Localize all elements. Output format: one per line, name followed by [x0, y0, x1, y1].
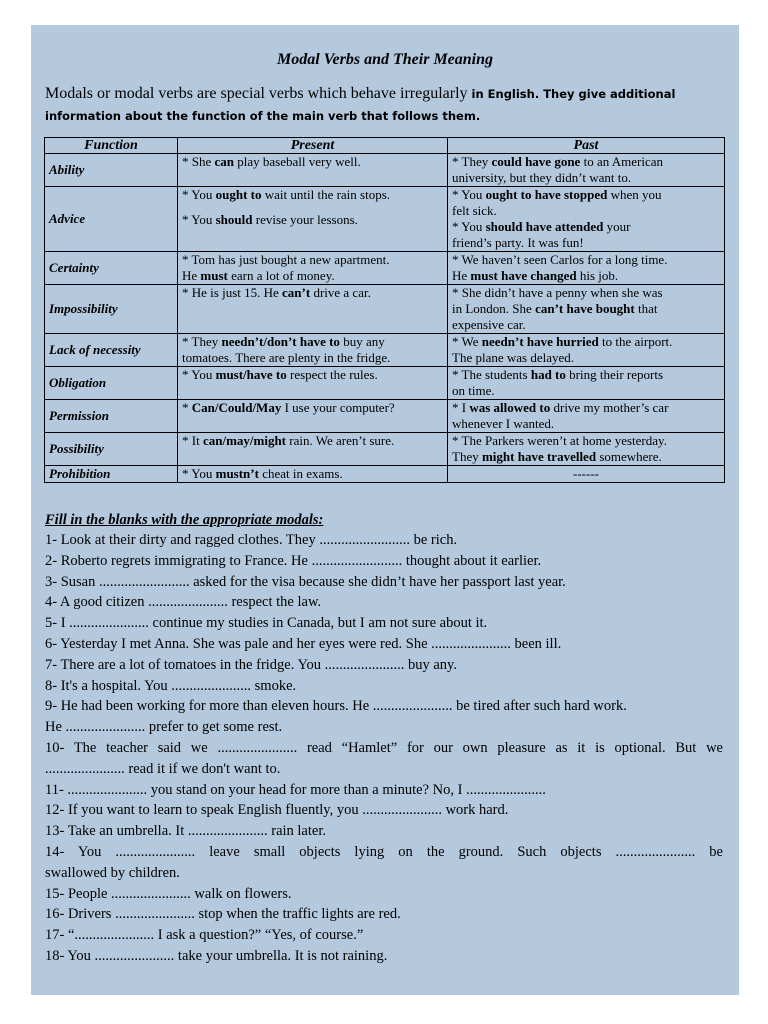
sentence-text: * He is just 15. He: [182, 285, 283, 300]
table-row: [45, 466, 725, 483]
sentence-text: * You: [182, 212, 216, 227]
present-cell: [178, 187, 448, 252]
modal-verb-text: needn’t have hurried: [481, 334, 599, 349]
sentence-text: when you: [607, 187, 662, 202]
exercise-line: 4- A good citizen ...................... respect the law.: [45, 594, 322, 611]
cell-line: [452, 170, 720, 186]
modal-verb-text: must/have to: [215, 367, 287, 382]
sentence-text: * You: [182, 367, 216, 382]
function-cell: Permission: [45, 400, 178, 433]
cell-line: [182, 466, 443, 482]
exercise-line: 10- The teacher said we ...................... read “Hamlet” for our own pleasure as it is optional. But we: [45, 739, 723, 756]
cell-line: [182, 285, 443, 301]
sentence-text: to the airport.: [598, 334, 673, 349]
intro-text-part2: in English. They give additional: [471, 87, 676, 101]
sentence-text: * Tom has just bought a new apartment.: [182, 252, 390, 267]
intro-text-part1: Modals or modal verbs are special verbs which behave irregularly: [45, 85, 472, 102]
intro-text-line2: information about the function of the main verb that follows them.: [45, 109, 481, 123]
exercise-line: 3- Susan ......................... asked for the visa because she didn’t have her passport last year.: [45, 573, 566, 590]
cell-line: [182, 433, 443, 449]
cell-line: [452, 350, 720, 366]
cell-line: [182, 400, 443, 416]
past-cell: [448, 154, 725, 187]
present-cell: [178, 334, 448, 367]
sentence-text: They: [452, 449, 482, 464]
page-title: Modal Verbs and Their Meaning: [276, 51, 494, 68]
function-cell: Impossibility: [45, 285, 178, 334]
cell-line: [452, 252, 720, 268]
exercise-lines: [45, 530, 723, 967]
past-cell: [448, 187, 725, 252]
exercise-heading: Fill in the blanks with the appropriate modals:: [45, 512, 324, 528]
exercise-line: 9- He had been working for more than eleven hours. He ...................... be tired after such hard work.: [45, 698, 627, 715]
cell-spacer: [182, 203, 443, 212]
sentence-text: * She: [182, 154, 215, 169]
table-row: [45, 334, 725, 367]
exercise-line: 5- I ...................... continue my studies in Canada, but I am not sure about it.: [45, 615, 488, 632]
cell-line: [452, 433, 720, 449]
function-cell: Ability: [45, 154, 178, 187]
past-cell: [448, 334, 725, 367]
sentence-text: * The Parkers weren’t at home yesterday.: [452, 433, 667, 448]
sentence-text: ------: [573, 466, 599, 481]
function-cell: Lack of necessity: [45, 334, 178, 367]
cell-line: [452, 416, 720, 432]
sentence-text: his job.: [576, 268, 619, 283]
present-cell: [178, 285, 448, 334]
modal-verb-text: ought to: [215, 187, 262, 202]
sentence-text: wait until the rain stops.: [261, 187, 391, 202]
sentence-text: buy any: [339, 334, 385, 349]
sentence-text: * They: [452, 154, 492, 169]
modal-verbs-table: [44, 137, 725, 483]
present-cell: [178, 466, 448, 483]
sentence-text: somewhere.: [596, 449, 662, 464]
exercise-line: 17- “...................... I ask a question?” “Yes, of course.”: [45, 927, 364, 944]
table-body: [45, 154, 725, 483]
exercise-line: 6- Yesterday I met Anna. She was pale and her eyes were red. She ...................... been ill.: [45, 635, 562, 652]
sentence-text: * The students: [452, 367, 531, 382]
sentence-text: He: [452, 268, 471, 283]
exercise-line: 7- There are a lot of tomatoes in the fridge. You ...................... buy any.: [45, 656, 457, 673]
table-row: [45, 252, 725, 285]
sentence-text: drive my mother’s car: [550, 400, 669, 415]
modal-verb-text: can’t have bought: [535, 301, 635, 316]
sentence-text: drive a car.: [310, 285, 371, 300]
exercise-line: 2- Roberto regrets immigrating to France. He ......................... thought about it earlier.: [45, 552, 542, 569]
sentence-text: The plane was delayed.: [452, 350, 575, 365]
cell-line: [182, 350, 443, 366]
exercise-line: swallowed by children.: [45, 864, 180, 881]
header-past: Past: [448, 138, 725, 154]
exercise-line: 8- It's a hospital. You ...................... smoke.: [45, 677, 297, 694]
modal-verb-text: can/may/might: [202, 433, 287, 448]
cell-line: [452, 219, 720, 235]
exercise-section: [45, 512, 723, 967]
cell-line: [182, 187, 443, 203]
sentence-text: tomatoes. There are plenty in the fridge.: [182, 350, 391, 365]
cell-line: [452, 268, 720, 284]
sentence-text: university, but they didn’t want to.: [452, 170, 632, 185]
modal-verb-text: should have attended: [485, 219, 604, 234]
past-cell: [448, 466, 725, 483]
cell-line: [182, 268, 443, 284]
worksheet-page: [31, 25, 739, 995]
sentence-text: respect the rules.: [286, 367, 378, 382]
past-cell: [448, 400, 725, 433]
cell-line: [452, 317, 720, 333]
sentence-text: whenever I wanted.: [452, 416, 555, 431]
cell-line: [452, 235, 720, 251]
sentence-text: felt sick.: [452, 203, 497, 218]
cell-line: [182, 367, 443, 383]
sentence-text: * They: [182, 334, 222, 349]
table-row: [45, 285, 725, 334]
modal-verb-text: ought to have stopped: [485, 187, 608, 202]
modal-verb-text: Can/Could/May: [191, 400, 282, 415]
table-row: [45, 154, 725, 187]
exercise-line: 14- You ...................... leave small objects lying on the ground. Such objects ...................... be: [45, 843, 723, 860]
modal-verb-text: had to: [530, 367, 566, 382]
exercise-line: ...................... read it if we don't want to.: [45, 760, 281, 777]
sentence-text: bring their reports: [565, 367, 664, 382]
cell-line: [452, 383, 720, 399]
sentence-text: your: [603, 219, 631, 234]
cell-line: [452, 203, 720, 219]
sentence-text: * She didn’t have a penny when she was: [452, 285, 663, 300]
present-cell: [178, 433, 448, 466]
sentence-text: * You: [182, 187, 216, 202]
sentence-text: rain. We aren’t sure.: [286, 433, 395, 448]
modal-verb-text: needn’t/don’t have to: [221, 334, 340, 349]
present-cell: [178, 252, 448, 285]
sentence-text: revise your lessons.: [252, 212, 358, 227]
sentence-text: *: [182, 400, 192, 415]
cell-line: [452, 400, 720, 416]
sentence-text: to an American: [580, 154, 663, 169]
cell-line: [452, 285, 720, 301]
cell-line: [452, 367, 720, 383]
modal-verb-text: can: [214, 154, 234, 169]
modal-verb-text: might have travelled: [481, 449, 597, 464]
cell-line: [452, 154, 720, 170]
present-cell: [178, 367, 448, 400]
sentence-text: He: [182, 268, 201, 283]
exercise-line: 13- Take an umbrella. It ...................... rain later.: [45, 823, 326, 840]
exercise-line: 11- ...................... you stand on your head for more than a minute? No, I ......................: [45, 781, 546, 798]
function-cell: Obligation: [45, 367, 178, 400]
cell-line: [452, 301, 720, 317]
sentence-text: expensive car.: [452, 317, 526, 332]
cell-line: [452, 187, 720, 203]
sentence-text: friend’s party. It was fun!: [452, 235, 584, 250]
exercise-line: He ...................... prefer to get some rest.: [45, 719, 283, 736]
cell-line: [452, 334, 720, 350]
table-row: [45, 400, 725, 433]
function-cell: Advice: [45, 187, 178, 252]
sentence-text: * I: [452, 400, 470, 415]
function-cell: Certainty: [45, 252, 178, 285]
sentence-text: * We: [452, 334, 482, 349]
exercise-line: 15- People ...................... walk on flowers.: [45, 885, 292, 902]
present-cell: [178, 400, 448, 433]
past-cell: [448, 367, 725, 400]
intro-paragraph: [45, 83, 725, 127]
table-row: [45, 367, 725, 400]
sentence-text: play baseball very well.: [234, 154, 361, 169]
exercise-line: 12- If you want to learn to speak English fluently, you ...................... work hard.: [45, 802, 509, 819]
sentence-text: * You: [452, 187, 486, 202]
function-cell: Prohibition: [45, 466, 178, 483]
modal-verb-text: mustn’t: [215, 466, 259, 481]
sentence-text: * You: [182, 466, 216, 481]
header-function: Function: [45, 138, 178, 154]
modal-verb-text: was allowed to: [469, 400, 551, 415]
modal-verb-text: could have gone: [491, 154, 581, 169]
past-cell: [448, 433, 725, 466]
present-cell: [178, 154, 448, 187]
exercise-line: 1- Look at their dirty and ragged clothes. They ......................... be rich.: [45, 532, 458, 548]
past-cell: [448, 252, 725, 285]
sentence-text: * You: [452, 219, 486, 234]
modal-verb-text: must: [200, 268, 228, 283]
cell-line: [452, 466, 720, 482]
sentence-text: in London. She: [452, 301, 536, 316]
sentence-text: * We haven’t seen Carlos for a long time.: [452, 252, 668, 267]
exercise-line: 18- You ...................... take your umbrella. It is not raining.: [45, 947, 388, 964]
table-row: [45, 187, 725, 252]
modal-verb-text: can’t: [282, 285, 311, 300]
past-cell: [448, 285, 725, 334]
function-cell: Possibility: [45, 433, 178, 466]
cell-line: [452, 449, 720, 465]
cell-line: [182, 252, 443, 268]
modal-verb-text: must have changed: [470, 268, 577, 283]
sentence-text: I use your computer?: [281, 400, 395, 415]
cell-line: [182, 334, 443, 350]
sentence-text: * It: [182, 433, 203, 448]
sentence-text: on time.: [452, 383, 495, 398]
sentence-text: cheat in exams.: [258, 466, 343, 481]
cell-line: [182, 154, 443, 170]
modal-verb-text: should: [215, 212, 253, 227]
header-present: Present: [178, 138, 448, 154]
table-header-row: [45, 138, 725, 154]
table-row: [45, 433, 725, 466]
cell-line: [182, 212, 443, 228]
sentence-text: that: [634, 301, 658, 316]
sentence-text: earn a lot of money.: [227, 268, 335, 283]
exercise-line: 16- Drivers ...................... stop when the traffic lights are red.: [45, 906, 401, 923]
